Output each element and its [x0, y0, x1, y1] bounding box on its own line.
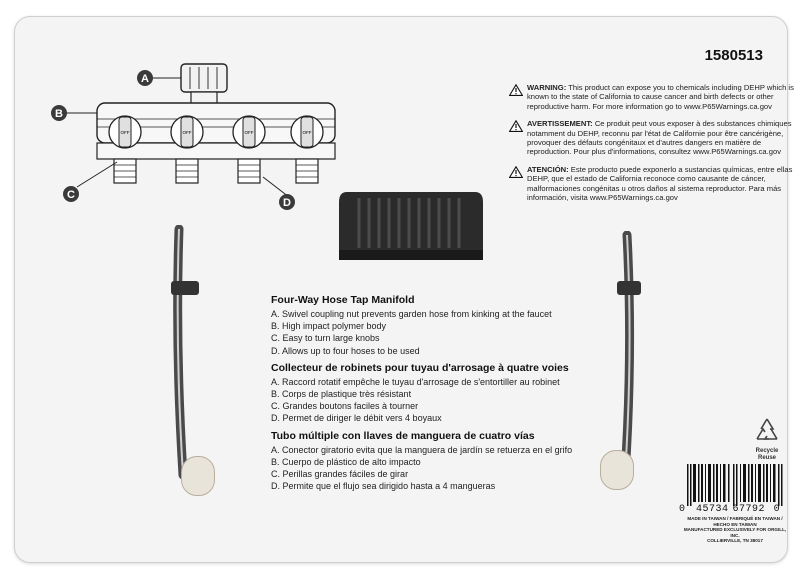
callout-a — [137, 70, 153, 86]
svg-text:B: B — [55, 108, 63, 120]
coupling-cap-photo — [337, 192, 485, 260]
feature-item: D. Allows up to four hoses to be used — [271, 345, 420, 356]
prop65-warnings — [509, 83, 795, 210]
manufacturer-line: MANUFACTURED EXCLUSIVELY FOR ORGILL, INC. — [683, 527, 787, 538]
feature-item: C. Easy to turn large knobs — [271, 333, 380, 344]
barcode-last-digit: 0 — [773, 504, 781, 515]
manufacturer-address: COLLIERVILLE, TN 38017 — [707, 538, 763, 544]
svg-text:D: D — [283, 197, 291, 209]
feature-item: A. Swivel coupling nut prevents garden hose from kinking at the faucet — [271, 309, 552, 319]
warning-body: Ce produit peut vous exposer à des substances chimiques notamment du DEHP, reconnu par l'état de Californie pour être cancérigène, provoquer des défauts congénitaux et d'autres dangers en matière de reproduction. Pour plus d'informations, consultez www.P65Warnings.ca.gov — [527, 119, 792, 157]
svg-text:A: A — [141, 73, 149, 85]
features-spanish — [271, 444, 611, 493]
feature-item: D. Permet de diriger le débit vers 4 boyaux — [271, 413, 442, 424]
title-english: Four-Way Hose Tap Manifold — [271, 294, 415, 306]
features-english — [271, 308, 611, 357]
knob-label: OFF — [302, 130, 312, 135]
barcode-first-digit: 0 — [679, 504, 686, 515]
product-card — [14, 16, 794, 563]
title-french: Collecteur de robinets pour tuyau d'arrosage à quatre voies — [271, 361, 569, 374]
warning-body: This product can expose you to chemicals including DEHP which is known to the state of California to cause cancer and birth defects or other reproductive harm. For more information go to www.P65Warnings.ca.gov — [527, 83, 794, 111]
swivel-nut — [181, 64, 227, 106]
warning-label: AVERTISSEMENT: — [527, 119, 593, 129]
recycle-icon — [753, 417, 781, 443]
features-french — [271, 376, 611, 425]
warning-triangle-icon — [509, 84, 523, 96]
callout-c — [63, 186, 79, 202]
feature-item: B. High impact polymer body — [271, 321, 387, 332]
feature-item: C. Grandes boutons faciles à tourner — [271, 401, 419, 412]
warning-label: ATENCIÓN: — [527, 164, 569, 174]
barcode-digits — [679, 504, 791, 515]
recycle-badge — [749, 417, 785, 461]
recycle-label: Recycle — [755, 448, 779, 454]
knob-label: OFF — [182, 130, 192, 135]
warning-english — [509, 83, 795, 111]
barcode-right-digits: 67792 — [732, 504, 766, 515]
title-spanish: Tubo múltiple con llaves de manguera de cuatro vías — [271, 429, 535, 442]
made-in-line: MADE IN TAIWAN / FABRIQUÉ EN TAIWAN / — [687, 516, 783, 521]
manufacturer-info — [679, 516, 791, 544]
feature-item: B. Cuerpo de plástico de alto impacto — [271, 456, 421, 467]
feature-item: A. Raccord rotatif empêche le tuyau d'arrosage de s'entortiller au robinet — [271, 376, 560, 387]
feature-item: A. Conector giratorio evita que la manguera de jardín se retuerza en el grifo — [271, 444, 573, 455]
hang-slot-left — [181, 456, 215, 496]
barcode-left-digits: 45734 — [696, 504, 729, 515]
warning-spanish — [509, 165, 795, 203]
product-number: 1580513 — [704, 47, 763, 64]
feature-item: C. Perillas grandes fáciles de girar — [271, 469, 409, 480]
product-description — [271, 294, 611, 497]
knob-label: OFF — [244, 130, 254, 135]
warning-french — [509, 119, 795, 157]
barcode — [679, 464, 791, 544]
strap-left — [165, 225, 215, 495]
feature-item: B. Corps de plastique très résistant — [271, 389, 412, 400]
callout-b — [51, 105, 67, 121]
feature-item: D. Permite que el flujo sea dirigido hasta a 4 mangueras — [271, 481, 496, 492]
reuse-label: Reuse — [757, 454, 776, 461]
warning-triangle-icon — [509, 120, 523, 132]
manifold-diagram — [15, 17, 355, 217]
barcode-bars — [687, 464, 783, 506]
knob-label: OFF — [120, 130, 130, 135]
made-in-line: HECHO EN TAIWAN — [713, 521, 757, 527]
svg-text:C: C — [67, 189, 75, 201]
callout-d — [279, 194, 295, 210]
warning-body: Este producto puede exponerlo a sustancias químicas, entre ellas DEHP, que el estado de California reconoce como causante de cáncer, malformaciones congénitas u otros daños al sistema reproductor. Para más información, visita www.P65Warnings.ca.gov — [527, 164, 793, 203]
warning-label: WARNING: — [527, 83, 567, 92]
warning-triangle-icon — [509, 166, 523, 178]
